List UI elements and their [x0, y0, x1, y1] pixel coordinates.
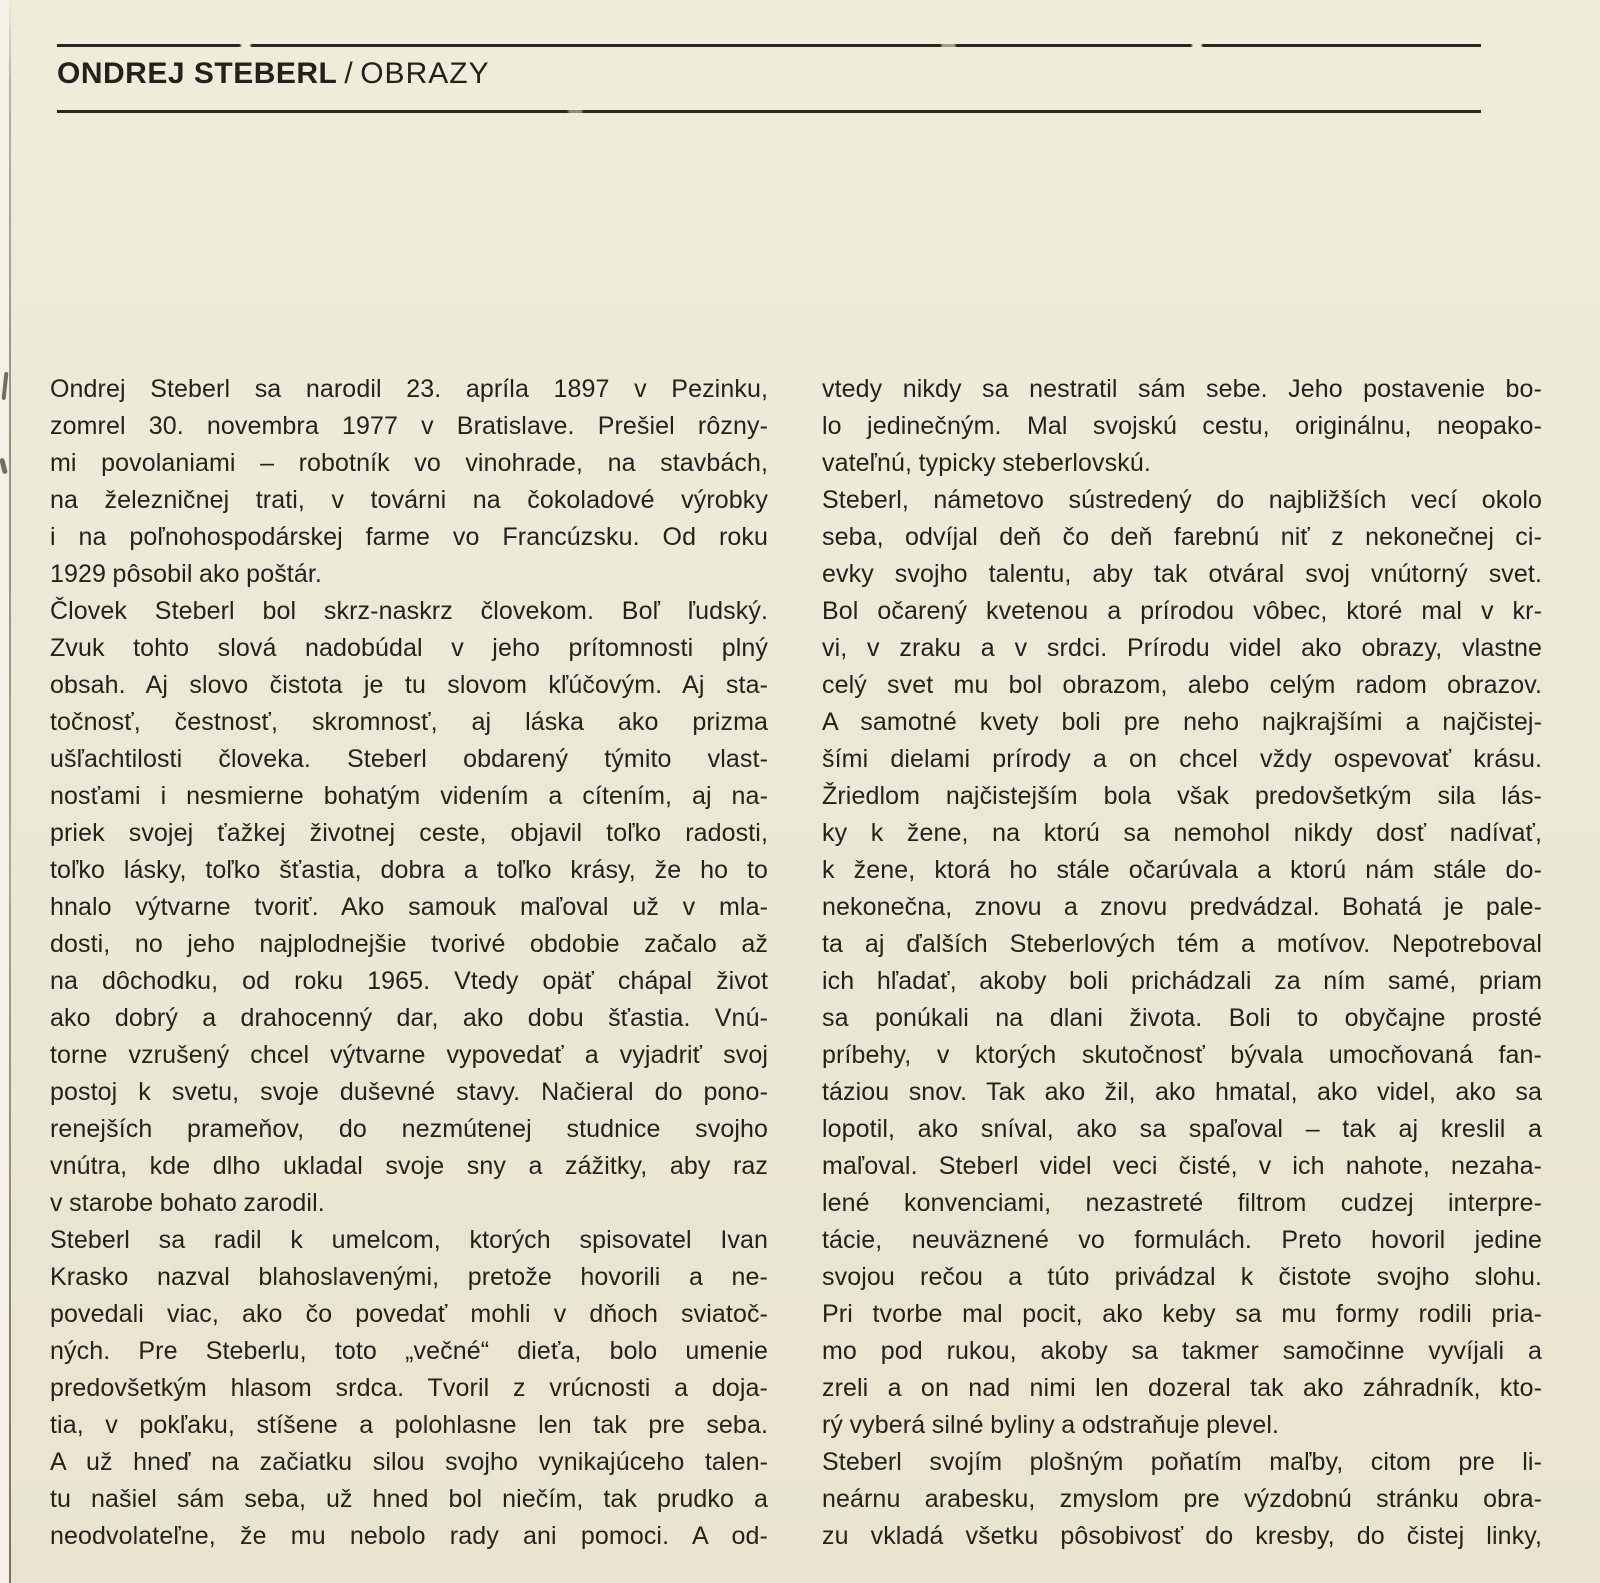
text-line: predovšetkým hlasom srdca. Tvoril z vrúcnosti a doja- [50, 1374, 768, 1402]
text-line: priek svojej ťažkej životnej ceste, objavil toľko radosti, [50, 819, 768, 847]
text-line: ných. Pre Steberlu, toto „večné“ dieťa, bolo umenie [50, 1337, 768, 1365]
text-line: točnosť, čestnosť, skromnosť, aj láska ako prizma [50, 708, 768, 736]
text-line: ich hľadať, akoby boli prichádzali za ním samé, priam [822, 967, 1542, 995]
text-line: i na poľnohospodárskej farme vo Francúzsku. Od roku [50, 523, 768, 551]
text-line: na železničnej trati, v továrni na čokoladové výrobky [50, 486, 768, 514]
text-line: ky k žene, na ktorú sa nemohol nikdy dosť nadívať, [822, 819, 1542, 847]
text-line: Človek Steberl bol skrz-naskrz človekom. Boľ ľudský. [50, 597, 768, 625]
text-line: celý svet mu bol obrazom, alebo celým radom obrazov. [822, 671, 1542, 699]
text-line: k žene, ktorá ho stále očarúvala a ktorú nám stále do- [822, 856, 1542, 884]
text-column-left [50, 371, 768, 1555]
text-line: mo pod rukou, akoby sa takmer samočinne vyvíjali a [822, 1337, 1542, 1365]
text-line: Bol očarený kvetenou a prírodou vôbec, ktoré mal v kr- [822, 597, 1542, 625]
text-line: Steberl, námetovo sústredený do najbližších vecí okolo [822, 486, 1542, 514]
text-line: rý vyberá silné byliny a odstraňuje plevel. [822, 1411, 1280, 1439]
text-line: seba, odvíjal deň čo deň farebnú niť z nekonečnej ci- [822, 523, 1542, 551]
text-line: 1929 pôsobil ako poštár. [50, 560, 322, 588]
text-line: nosťami i nesmierne bohatým videním a cítením, aj na- [50, 782, 768, 810]
author-name: ONDREJ STEBERL [57, 57, 338, 90]
text-line: hnalo výtvarne tvoriť. Ako samouk maľoval už v mla- [50, 893, 768, 921]
text-line: lo jedinečným. Mal svojskú cestu, originálnu, neopako- [822, 412, 1542, 440]
text-line: renejších prameňov, do nezmútenej studnice svojho [50, 1115, 768, 1143]
text-line: Steberl svojím plošným poňatím maľby, citom pre li- [822, 1448, 1542, 1476]
text-line: povedali viac, ako čo povedať mohli v dňoch sviatoč- [50, 1300, 768, 1328]
text-line: A samotné kvety boli pre neho najkrajšími a najčistej- [822, 708, 1542, 736]
page-edge-strip [0, 0, 9, 1583]
text-line: tácie, neuväznené vo formulách. Preto hovoril jedine [822, 1226, 1542, 1254]
text-line: toľko lásky, toľko šťastia, dobra a toľko krásy, že ho to [50, 856, 768, 884]
text-line: nekonečna, znovu a znovu predvádzal. Bohatá je pale- [822, 893, 1542, 921]
text-line: postoj k svetu, svoje duševné stavy. Načieral do pono- [50, 1078, 768, 1106]
text-line: Ondrej Steberl sa narodil 23. apríla 1897 v Pezinku, [50, 375, 768, 403]
text-line: obsah. Aj slovo čistota je tu slovom kľúčovým. Aj sta- [50, 671, 768, 699]
text-line: zu vkladá všetku pôsobivosť do kresby, do čistej linky, [822, 1522, 1542, 1550]
text-line: dosti, no jeho najplodnejšie tvorivé obdobie začalo až [50, 930, 768, 958]
text-line: Pri tvorbe mal pocit, ako keby sa mu formy rodili pria- [822, 1300, 1542, 1328]
text-line: v starobe bohato zarodil. [50, 1189, 325, 1217]
text-line: lopotil, ako sníval, ako sa spaľoval – tak aj kreslil a [822, 1115, 1542, 1143]
text-line: Krasko nazval blahoslavenými, pretože hovorili a ne- [50, 1263, 768, 1291]
text-line: torne vzrušený chcel výtvarne vypovedať a vyjadriť svoj [50, 1041, 768, 1069]
text-line: zreli a on nad nimi len dozeral tak ako záhradník, kto- [822, 1374, 1542, 1402]
title-separator: / [344, 57, 354, 90]
text-line: sa ponúkali na dlani života. Boli to obyčajne prosté [822, 1004, 1542, 1032]
text-line: lené konvenciami, nezastreté filtrom cudzej interpre- [822, 1189, 1542, 1217]
text-line: vi, v zraku a v srdci. Prírodu videl ako obrazy, vlastne [822, 634, 1542, 662]
text-line: zomrel 30. novembra 1977 v Bratislave. Prešiel rôzny- [50, 412, 768, 440]
page-title [57, 58, 490, 90]
header-rule-bottom [57, 110, 1481, 113]
article-body [50, 371, 1542, 1555]
text-line: Zvuk tohto slová nadobúdal v jeho prítomnosti plný [50, 634, 768, 662]
text-line: mi povolaniami – robotník vo vinohrade, na stavbách, [50, 449, 768, 477]
text-line: maľoval. Steberl videl veci čisté, v ich nahote, nezaha- [822, 1152, 1542, 1180]
text-line: ušľachtilosti človeka. Steberl obdarený týmito vlast- [50, 745, 768, 773]
text-line: ako dobrý a drahocenný dar, ako dobu šťastia. Vnú- [50, 1004, 768, 1032]
text-line: vtedy nikdy sa nestratil sám sebe. Jeho postavenie bo- [822, 375, 1542, 403]
text-line: vnútra, kde dlho ukladal svoje sny a zážitky, aby raz [50, 1152, 768, 1180]
text-line: svojou rečou a túto privádzal k čistote svojho slohu. [822, 1263, 1542, 1291]
header-rule-top [57, 44, 1481, 47]
text-line: príbehy, v ktorých skutočnosť bývala umocňovaná fan- [822, 1041, 1542, 1069]
text-column-right [822, 371, 1542, 1555]
text-line: A už hneď na začiatku silou svojho vynikajúceho talen- [50, 1448, 768, 1476]
text-line: na dôchodku, od roku 1965. Vtedy opäť chápal život [50, 967, 768, 995]
text-line: Steberl sa radil k umelcom, ktorých spisovatel Ivan [50, 1226, 768, 1254]
text-line: tu našiel sám seba, už hned bol niečím, tak prudko a [50, 1485, 768, 1513]
text-line: vateľnú, typicky steberlovskú. [822, 449, 1151, 477]
text-line: ta aj ďalších Steberlových tém a motívov. Nepotreboval [822, 930, 1542, 958]
text-line: šími dielami prírody a on chcel vždy ospevovať krásu. [822, 745, 1542, 773]
text-line: evky svojho talentu, aby tak otváral svoj vnútorný svet. [822, 560, 1542, 588]
text-line: tia, v pokľaku, stíšene a polohlasne len tak pre seba. [50, 1411, 768, 1439]
text-line: neodvolateľne, že mu nebolo rady ani pomoci. A od- [50, 1522, 768, 1550]
page-edge-line [9, 0, 11, 1583]
text-line: táziou snov. Tak ako žil, ako hmatal, ako videl, ako sa [822, 1078, 1542, 1106]
text-line: Žriedlom najčistejším bola však predovšetkým sila lás- [822, 782, 1542, 810]
title-text: OBRAZY [360, 57, 490, 90]
text-line: neárnu arabesku, zmyslom pre výzdobnú stránku obra- [822, 1485, 1542, 1513]
